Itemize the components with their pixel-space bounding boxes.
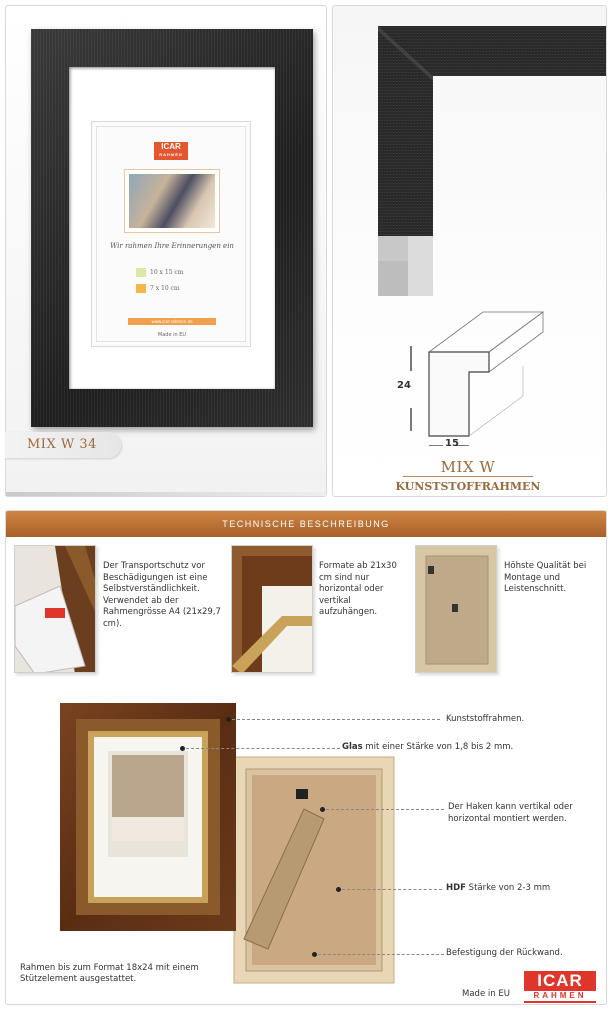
leader-glass xyxy=(186,748,340,749)
insert-photo xyxy=(124,169,220,233)
feature-image-transport xyxy=(14,545,96,673)
callout-hdf: HDF Stärke von 2-3 mm xyxy=(446,883,551,893)
profile-detail-panel xyxy=(332,5,607,497)
series-title: MIX W xyxy=(440,458,496,476)
insert-size-b: 7 x 10 cm xyxy=(136,284,180,293)
leader-hook xyxy=(326,809,444,810)
callout-kunststoff: Kunststoffrahmen. xyxy=(446,714,525,724)
insert-script: Wir rahmen Ihre Erinnerungen ein xyxy=(110,242,234,250)
technical-header: TECHNISCHE BESCHREIBUNG xyxy=(6,511,606,537)
frame-insert-card xyxy=(91,121,251,347)
divider xyxy=(403,476,533,477)
product-image-panel xyxy=(5,5,327,497)
insert-made-in: Made in EU xyxy=(157,332,187,338)
callout-befestigung: Befestigung der Rückwand. xyxy=(446,948,563,958)
callout-glas: Glas mit einer Stärke von 1,8 bis 2 mm. xyxy=(342,742,514,752)
insert-url: www.icar-rahmen.de xyxy=(128,318,216,325)
icar-brand-logo: ICAR RAHMEN xyxy=(524,971,596,1003)
dot-hook xyxy=(320,807,325,812)
made-in-label: Made in EU xyxy=(462,989,510,999)
leader-hdf xyxy=(342,889,442,890)
dimension-height: 24 xyxy=(397,380,411,391)
black-picture-frame xyxy=(31,29,313,427)
icar-logo: ICAR RAHMEN xyxy=(154,142,188,160)
insert-size-a: 10 x 15 cm xyxy=(136,268,183,277)
dot-glass xyxy=(180,746,185,751)
feature-text-quality: Höhste Qualität bei Montage und Leistenschnitt. xyxy=(504,561,587,594)
feature-text-formats: Formate ab 21x30 cm sind nur horizontal oder vertikal aufzuhängen. xyxy=(319,561,397,617)
dot-backing xyxy=(312,952,317,957)
dimension-width: 15 xyxy=(445,438,459,449)
leader-frame xyxy=(232,719,440,720)
frame-opening xyxy=(69,67,275,389)
technical-section xyxy=(5,510,607,1005)
frame-corner-detail xyxy=(333,6,607,306)
profile-sketch xyxy=(393,306,593,446)
leader-backing xyxy=(318,954,444,955)
feature-text-transport: Der Transportschutz vor Beschädigungen ist eine Selbstverständlichkeit. Verwendet ab der Rahmengrösse A4 (21x29,7 cm). xyxy=(103,561,221,629)
material-label: KUNSTSTOFFRAHMEN xyxy=(395,480,541,493)
feature-image-backside xyxy=(415,545,497,673)
model-label: MIX W 34 xyxy=(27,437,97,452)
model-tab xyxy=(5,432,121,458)
dot-frame xyxy=(226,717,231,722)
stand-note: Rahmen bis zum Format 18x24 mit einem Stützelement ausgestattet. xyxy=(20,963,199,984)
dot-hdf xyxy=(336,887,341,892)
feature-image-corner xyxy=(231,545,313,673)
callout-haken: Der Haken kann vertikal oder horizontal montiert werden. xyxy=(448,802,573,824)
